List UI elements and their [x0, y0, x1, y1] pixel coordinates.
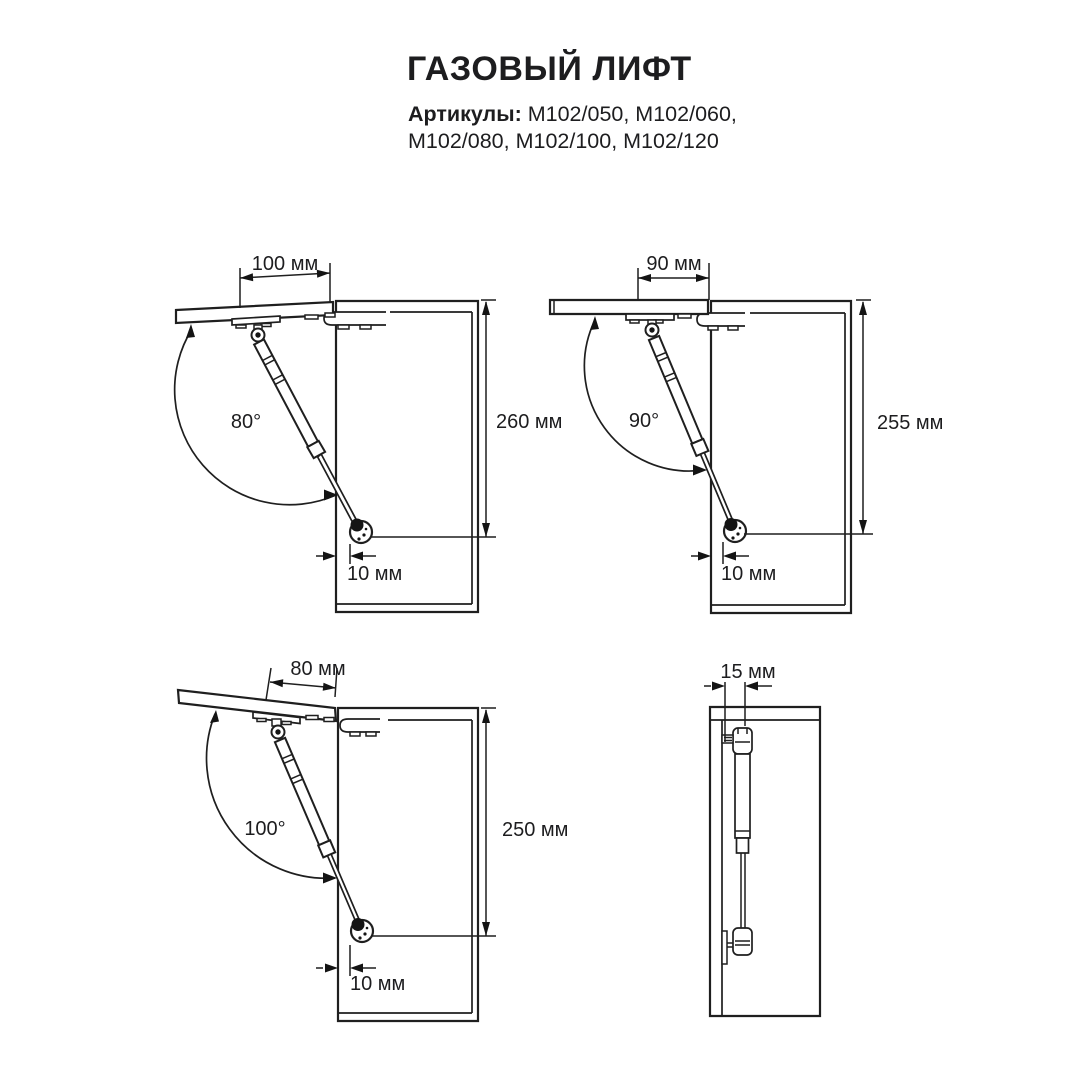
door-mount-bracket	[253, 712, 300, 739]
angle-label: 100°	[244, 818, 286, 840]
door-mount-bracket	[232, 316, 280, 342]
gas-strut	[649, 336, 746, 542]
diagram-open-100	[160, 650, 569, 1050]
diagram-open-80	[160, 245, 563, 635]
dimension-top-width	[266, 658, 346, 700]
articles-line-1: Артикулы: M102/050, M102/060,	[408, 102, 737, 126]
angle-label: 90°	[628, 410, 660, 432]
articles-line-2: M102/080, M102/100, M102/120	[408, 129, 719, 153]
dimension-bottom-offset	[316, 945, 405, 995]
dim-side-offset-label: 15 мм	[720, 661, 776, 683]
dimension-bottom-offset	[691, 542, 776, 585]
dimension-top-width	[240, 253, 330, 308]
dimension-height	[744, 300, 943, 534]
dim-height-label: 250 мм	[502, 819, 569, 841]
diagram-front-view	[690, 650, 890, 1040]
dimension-top-width	[638, 253, 709, 300]
diagram-open-90	[540, 245, 944, 635]
dimension-bottom-offset	[316, 544, 402, 585]
door-mount-bracket	[626, 314, 674, 337]
articles-label: Артикулы:	[408, 102, 522, 126]
gas-strut	[254, 339, 372, 543]
dim-height-label: 255 мм	[877, 412, 944, 434]
dim-top-width-label: 100 мм	[251, 253, 319, 275]
cabinet-front-view	[710, 707, 820, 1016]
catch-bracket	[697, 313, 745, 330]
opening-angle	[175, 324, 338, 505]
dim-top-width-label: 80 мм	[290, 658, 346, 680]
dimension-height	[370, 300, 562, 537]
angle-label: 80°	[230, 411, 262, 433]
dim-height-label: 260 мм	[496, 411, 563, 433]
ball-socket-mount	[350, 519, 372, 544]
gas-strut	[275, 738, 373, 942]
dim-top-width-label: 90 мм	[646, 253, 702, 275]
dim-offset-label: 10 мм	[347, 563, 403, 585]
articles-list	[408, 101, 737, 155]
catch-bracket	[340, 719, 380, 736]
page-title: ГАЗОВЫЙ ЛИФТ	[407, 50, 692, 88]
gas-strut-front	[722, 728, 752, 964]
ball-socket-mount	[724, 518, 746, 542]
dim-offset-label: 10 мм	[350, 973, 406, 995]
dim-offset-label: 10 мм	[721, 563, 777, 585]
ball-socket-mount	[351, 918, 373, 942]
opening-angle	[584, 316, 707, 476]
dimension-height	[371, 708, 568, 936]
